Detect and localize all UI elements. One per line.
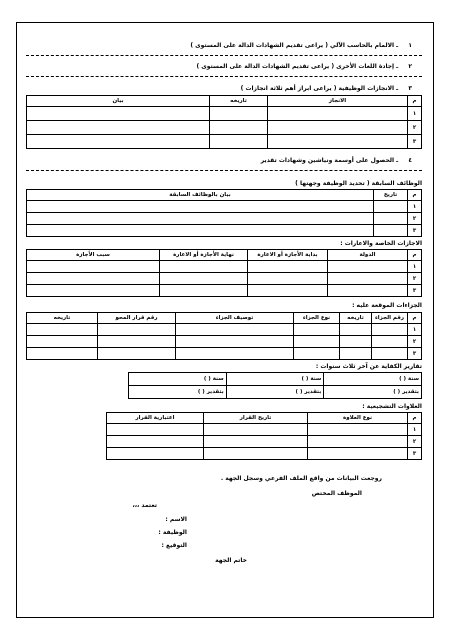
- achievements-header-date: تاريخه: [210, 96, 268, 107]
- prev-jobs-row-number: ٣: [408, 225, 422, 237]
- item-3: ٣ ـ الانجازات الوظيفية ( يراعى ابراز أهم ثلاثة انجازات ): [240, 85, 412, 92]
- grade-label: بتقدير: [304, 389, 322, 395]
- report-grade-2[interactable]: [226, 386, 324, 399]
- penalties-header-type: نوع الجزاء: [294, 313, 340, 324]
- table-cell[interactable]: [107, 448, 204, 460]
- year-value: ( ): [399, 376, 407, 382]
- penalties-header-erase-date: تاريخه: [27, 313, 98, 324]
- prev-jobs-table: [26, 189, 422, 237]
- table-cell[interactable]: [248, 285, 328, 297]
- table-cell[interactable]: [328, 273, 408, 285]
- report-year-3[interactable]: [129, 373, 227, 386]
- table-cell[interactable]: [372, 324, 408, 336]
- bonuses-table: [106, 412, 422, 460]
- prev-jobs-row-number: ٢: [408, 213, 422, 225]
- achievements-header-statement: بيان: [27, 96, 210, 107]
- penalties-title: الجزاءات الموقعة عليه :: [352, 302, 422, 309]
- bonuses-header-type: نوع العلاوة: [308, 413, 408, 424]
- item-2-number: ٢: [408, 63, 412, 70]
- prev-jobs-title: الوظائف السابقة ( تحديد الوظيفة وجهتها ): [295, 180, 422, 187]
- divider-3: [26, 170, 422, 171]
- item-1-number: ١: [408, 42, 412, 49]
- table-cell[interactable]: [210, 121, 268, 135]
- table-cell[interactable]: [340, 348, 372, 360]
- stamp-label: خاتم الجهة: [215, 557, 247, 564]
- table-cell[interactable]: [160, 273, 248, 285]
- job-label: الوظيفة :: [158, 529, 187, 536]
- job-field[interactable]: [158, 529, 187, 536]
- leaves-header-index: م: [408, 250, 422, 261]
- year-label: سنة: [310, 376, 322, 382]
- leaves-header-reason: سبب الأجازة: [27, 250, 160, 261]
- achievements-row-number: ١: [408, 107, 422, 121]
- official-label: الموظف المختص: [311, 490, 362, 497]
- bonuses-header-date: تاريخ القرار: [204, 413, 308, 424]
- table-cell[interactable]: [176, 348, 294, 360]
- item-4: ٤ ـ الحصول على أوسمة ونياشين وشهادات تقدير: [260, 157, 412, 164]
- table-cell[interactable]: [27, 285, 160, 297]
- prev-jobs-header-date: تاريخ: [374, 190, 408, 201]
- item-2-text: إجادة اللغات الأخرى ( يراعى تقديم الشهادات الدالة على المستوى ): [196, 63, 395, 70]
- table-cell[interactable]: [160, 285, 248, 297]
- prev-jobs-header-statement: بيان بالوظائف السابقة: [27, 190, 374, 201]
- grade-value: ( ): [295, 389, 303, 395]
- penalties-row-number: ٢: [408, 336, 422, 348]
- penalties-header-date: تاريخه: [340, 313, 372, 324]
- table-cell[interactable]: [176, 336, 294, 348]
- table-cell[interactable]: [268, 135, 408, 149]
- year-label: سنة: [408, 376, 419, 382]
- penalties-header-index: م: [408, 313, 422, 324]
- table-cell[interactable]: [27, 107, 210, 121]
- achievements-row-number: ٢: [408, 121, 422, 135]
- table-cell[interactable]: [204, 436, 308, 448]
- table-cell[interactable]: [204, 424, 308, 436]
- year-value: ( ): [301, 376, 309, 382]
- table-cell[interactable]: [374, 213, 408, 225]
- table-cell[interactable]: [308, 424, 408, 436]
- table-cell[interactable]: [372, 336, 408, 348]
- achievements-header-achievement: الانجاز: [268, 96, 408, 107]
- bonuses-title: العلاوات التشجيعية :: [362, 403, 422, 410]
- table-cell[interactable]: [98, 324, 176, 336]
- table-cell[interactable]: [27, 213, 374, 225]
- bonuses-row-number: ٢: [408, 436, 422, 448]
- table-cell[interactable]: [27, 273, 160, 285]
- report-year-2[interactable]: [226, 373, 324, 386]
- bonuses-header-validity: اعتبارية القرار: [107, 413, 204, 424]
- table-cell[interactable]: [27, 201, 374, 213]
- bonuses-header-index: م: [408, 413, 422, 424]
- table-cell[interactable]: [294, 336, 340, 348]
- table-cell[interactable]: [268, 107, 408, 121]
- table-cell[interactable]: [107, 424, 204, 436]
- achievements-table: [26, 95, 422, 149]
- verified-note: روجعت البيانات من واقع الملف الفرعي وسجل الجهة .: [220, 475, 382, 482]
- grade-value: ( ): [197, 389, 205, 395]
- table-cell[interactable]: [98, 348, 176, 360]
- bonuses-row-number: ٣: [408, 448, 422, 460]
- table-cell[interactable]: [27, 225, 374, 237]
- table-cell[interactable]: [210, 107, 268, 121]
- leaves-title: الاجازات الخاصة والاعارات :: [340, 240, 422, 247]
- table-cell[interactable]: [308, 436, 408, 448]
- table-cell[interactable]: [340, 324, 372, 336]
- leaves-row-number: ٢: [408, 273, 422, 285]
- item-4-number: ٤: [408, 157, 412, 164]
- leaves-header-start: بداية الأجازة أو الاعارة: [248, 250, 328, 261]
- report-year-1[interactable]: [324, 373, 422, 386]
- table-cell[interactable]: [248, 273, 328, 285]
- penalties-table: [26, 312, 422, 360]
- grade-label: بتقدير: [402, 389, 419, 395]
- reports-table: [128, 372, 422, 399]
- signature-label: التوقيع :: [161, 542, 187, 549]
- table-cell[interactable]: [98, 336, 176, 348]
- table-cell[interactable]: [204, 448, 308, 460]
- table-cell[interactable]: [248, 261, 328, 273]
- table-cell[interactable]: [176, 324, 294, 336]
- prev-jobs-header-index: م: [408, 190, 422, 201]
- approved-label: تعتمد ،،،: [132, 502, 157, 509]
- table-cell[interactable]: [372, 348, 408, 360]
- table-cell[interactable]: [374, 225, 408, 237]
- grade-value: ( ): [393, 389, 401, 395]
- name-field[interactable]: [165, 516, 187, 523]
- table-cell[interactable]: [340, 336, 372, 348]
- name-label: الاسم :: [165, 516, 187, 523]
- penalties-header-description: توصيف الجزاء: [176, 313, 294, 324]
- table-cell[interactable]: [328, 261, 408, 273]
- signature-field[interactable]: [162, 542, 188, 549]
- table-cell[interactable]: [27, 336, 98, 348]
- table-cell[interactable]: [27, 135, 210, 149]
- achievements-row-number: ٣: [408, 135, 422, 149]
- item-3-number: ٣: [408, 85, 412, 92]
- reports-title: تقارير الكفاية عن آخر ثلاث سنوات :: [315, 363, 422, 370]
- penalties-header-erase-number: رقم قرار المحو: [98, 313, 176, 324]
- bonuses-row-number: ١: [408, 424, 422, 436]
- penalties-row-number: ١: [408, 324, 422, 336]
- table-cell[interactable]: [308, 448, 408, 460]
- item-1-text: الالمام بالحاسب الآلي ( يراعى تقديم الشهادات الدالة على المستوى ): [190, 42, 395, 49]
- table-cell[interactable]: [268, 121, 408, 135]
- item-2: ٢ ـ إجادة اللغات الأخرى ( يراعى تقديم الشهادات الدالة على المستوى ): [196, 63, 412, 70]
- leaves-table: [26, 249, 422, 297]
- achievements-header-index: م: [408, 96, 422, 107]
- leaves-row-number: ٣: [408, 285, 422, 297]
- table-cell[interactable]: [294, 324, 340, 336]
- table-cell[interactable]: [107, 436, 204, 448]
- penalties-row-number: ٣: [408, 348, 422, 360]
- item-1: ١ ـ الالمام بالحاسب الآلي ( يراعى تقديم الشهادات الدالة على المستوى ): [190, 42, 412, 49]
- table-cell[interactable]: [160, 261, 248, 273]
- year-value: ( ): [203, 376, 211, 382]
- leaves-header-country: الدولة: [328, 250, 408, 261]
- report-grade-3[interactable]: [129, 386, 227, 399]
- item-4-text: الحصول على أوسمة ونياشين وشهادات تقدير: [260, 157, 395, 164]
- table-cell[interactable]: [328, 285, 408, 297]
- table-cell[interactable]: [27, 121, 210, 135]
- item-3-text: الانجازات الوظيفية ( يراعى ابراز أهم ثلاثة انجازات ): [240, 85, 395, 92]
- report-grade-1[interactable]: [324, 386, 422, 399]
- leaves-header-end: نهاية الأجازة أو الاعارة: [160, 250, 248, 261]
- year-label: سنة: [212, 376, 224, 382]
- table-cell[interactable]: [294, 348, 340, 360]
- divider-1: [26, 55, 422, 56]
- leaves-row-number: ١: [408, 261, 422, 273]
- divider-2: [26, 76, 422, 77]
- table-cell[interactable]: [210, 135, 268, 149]
- table-cell[interactable]: [27, 261, 160, 273]
- table-cell[interactable]: [374, 201, 408, 213]
- prev-jobs-row-number: ١: [408, 201, 422, 213]
- table-cell[interactable]: [27, 348, 98, 360]
- grade-label: بتقدير: [206, 389, 224, 395]
- penalties-header-number: رقم الجزاء: [372, 313, 408, 324]
- table-cell[interactable]: [27, 324, 98, 336]
